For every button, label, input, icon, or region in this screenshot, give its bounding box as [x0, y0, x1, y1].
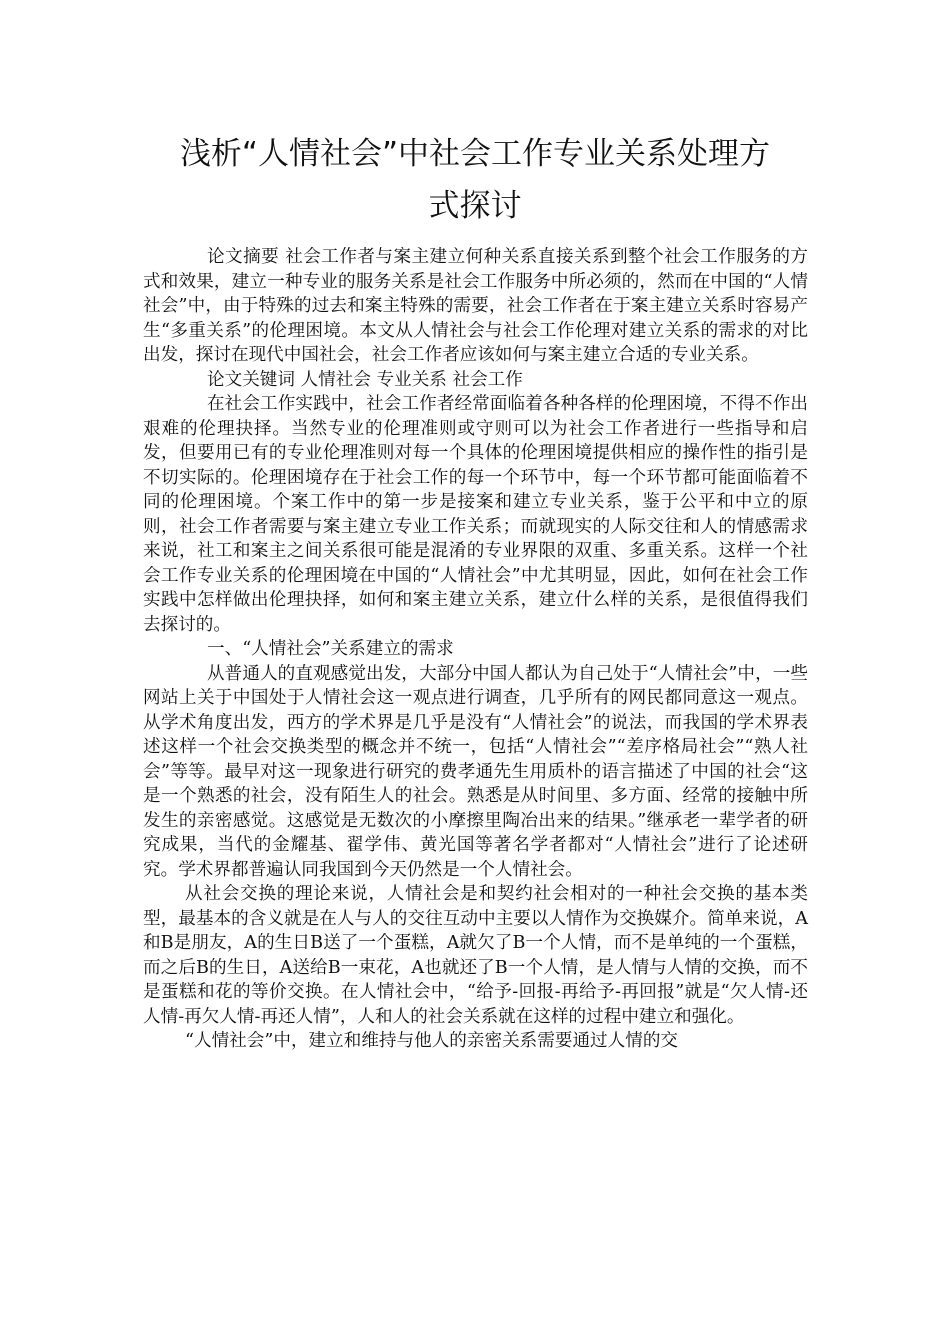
- section-heading-1: 一、“人情社会”关系建立的需求: [207, 639, 454, 659]
- abstract-paragraph: 论文摘要 社会工作者与案主建立何种关系直接关系到整个社会工作服务的方式和效果，建立一种专业的服务关系是社会工作服务中所必须的，然而在中国的“人情社会”中，由于特殊的过去和案主特殊的需要，社会工作者在于案主建立关系时容易产生“多重关系”的伦理困境。本文从人情社会与社会工作伦理对建立关系的需求的对比出发，探讨在现代中国社会，社会工作者应该如何与案主建立合适的专业关系。: [143, 247, 808, 365]
- body-paragraph: “人情社会”中，建立和维持与他人的亲密关系需要通过人情的交: [185, 1031, 679, 1051]
- body-paragraph: 从普通人的直观感觉出发，大部分中国人都认为自己处于“人情社会”中，一些网站上关于中国处于人情社会这一观点进行调查，几乎所有的网民都同意这一观点。从学术角度出发，西方的学术界是几乎是没有“人情社会”的说法，而我国的学术界表述这样一个社会交换类型的概念并不统一，包括“人情社会”“差序格局社会”“熟人社会”等等。最早对这一现象进行研究的费孝通先生用质朴的语言描述了中国的社会“这是一个熟悉的社会，没有陌生人的社会。熟悉是从时间里、多方面、经常的接触中所发生的亲密感觉。这感觉是无数次的小摩擦里陶冶出来的结果。”继承老一辈学者的研究成果，当代的金耀基、翟学伟、黄光国等著名学者都对“人情社会”进行了论述研究。学术界都普遍认同我国到今天仍然是一个人情社会。: [143, 663, 808, 880]
- document-title: [120, 128, 830, 232]
- document-body: [143, 245, 808, 1054]
- body-paragraph: 从社会交换的理论来说，人情社会是和契约社会相对的一种社会交换的基本类型，最基本的含义就是在人与人的交往互动中主要以人情作为交换媒介。简单来说，A和B是朋友，A的生日B送了一个蛋糕，A就欠了B一个人情，而不是单纯的一个蛋糕，而之后B的生日，A送给B一束花，A也就还了B一个人情，是人情与人情的交换，而不是蛋糕和花的等价交换。在人情社会中，“给予-回报-再给予-再回报”就是“欠人情-还人情-再欠人情-再还人情”，人和人的社会关系就在这样的过程中建立和强化。: [143, 884, 808, 1027]
- title-line-1: 浅析“人情社会”中社会工作专业关系处理方: [179, 136, 771, 172]
- intro-paragraph: 在社会工作实践中，社会工作者经常面临着各种各样的伦理困境，不得不作出艰难的伦理抉择。当然专业的伦理准则或守则可以为社会工作者进行一些指导和启发，但要用已有的专业伦理准则对每一个具体的伦理困境提供相应的操作性的指引是不切实际的。伦理困境存在于社会工作的每一个环节中，每一个环节都可能面临着不同的伦理困境。个案工作中的第一步是接案和建立专业关系，鉴于公平和中立的原则，社会工作者需要与案主建立专业工作关系；而就现实的人际交往和人的情感需求来说，社工和案主之间关系很可能是混淆的专业界限的双重、多重关系。这样一个社会工作专业关系的伦理困境在中国的“人情社会”中尤其明显，因此，如何在社会工作实践中怎样做出伦理抉择，如何和案主建立关系，建立什么样的关系，是很值得我们去探讨的。: [143, 394, 808, 635]
- keywords-line: 论文关键词 人情社会 专业关系 社会工作: [207, 369, 523, 390]
- title-line-2: 式探讨: [428, 188, 522, 224]
